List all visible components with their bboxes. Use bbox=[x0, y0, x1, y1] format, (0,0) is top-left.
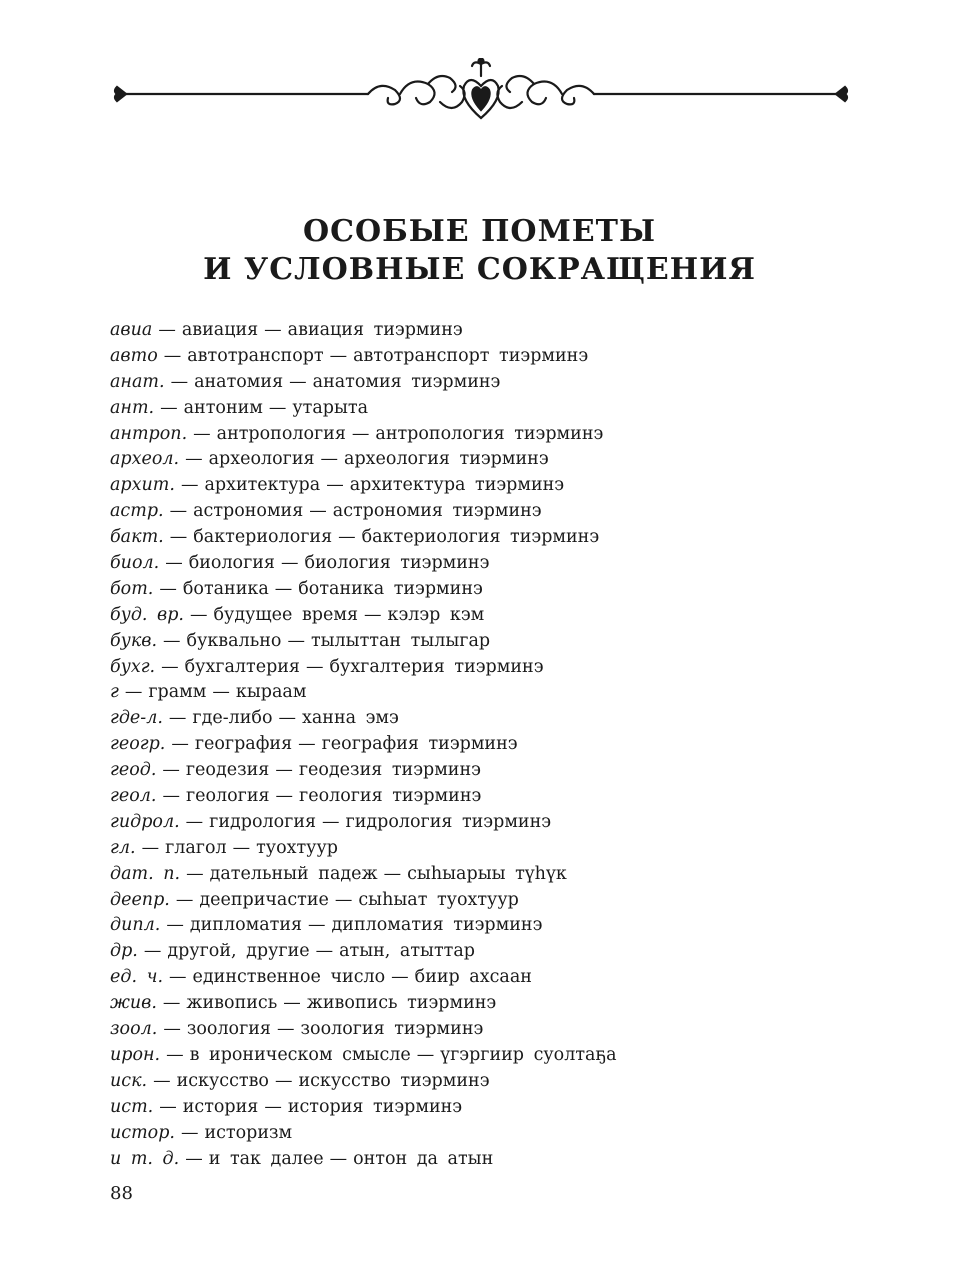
entry-dash: — bbox=[159, 578, 177, 599]
entry-dash: — bbox=[168, 708, 187, 729]
abbreviation-term: бакт. bbox=[110, 527, 164, 548]
sakha-meaning: геодезия тиэрминэ bbox=[298, 760, 481, 781]
entry-dash: — bbox=[308, 915, 326, 936]
russian-meaning: историзм bbox=[204, 1122, 293, 1143]
entry-dash: — bbox=[212, 682, 230, 703]
entry-dash: — bbox=[391, 967, 409, 988]
russian-meaning: авиация bbox=[181, 320, 259, 340]
abbreviation-entry bbox=[110, 499, 850, 525]
russian-meaning: бухгалтерия bbox=[184, 656, 300, 677]
entry-dash: — bbox=[338, 527, 356, 548]
sakha-meaning: живопись тиэрминэ bbox=[306, 993, 497, 1014]
abbreviation-entry bbox=[110, 370, 850, 396]
abbreviation-entry bbox=[110, 655, 850, 681]
sakha-meaning: сыһыат туохтуур bbox=[358, 889, 519, 910]
entry-dash: — bbox=[309, 501, 327, 522]
entry-dash: — bbox=[180, 1122, 199, 1143]
entry-dash: — bbox=[275, 786, 294, 807]
abbreviation-entry bbox=[110, 913, 850, 939]
entry-dash: — bbox=[162, 993, 181, 1014]
sakha-meaning: автотранспорт тиэрминэ bbox=[353, 345, 589, 366]
sakha-meaning: биология тиэрминэ bbox=[304, 553, 490, 574]
abbreviation-entry bbox=[110, 422, 850, 448]
sakha-meaning: кыраам bbox=[235, 682, 307, 703]
abbreviation-term: иск. bbox=[110, 1070, 148, 1091]
abbreviation-term: зоол. bbox=[110, 1019, 158, 1040]
sakha-meaning: авиация тиэрминэ bbox=[287, 320, 463, 340]
russian-meaning: история bbox=[182, 1096, 259, 1117]
entry-dash: — bbox=[162, 786, 180, 807]
abbreviation-entry bbox=[110, 318, 850, 344]
abbreviation-entry bbox=[110, 1121, 850, 1147]
abbreviation-term: г bbox=[110, 682, 119, 703]
abbreviation-term: биол. bbox=[110, 553, 160, 574]
russian-meaning: биология bbox=[188, 553, 275, 574]
entry-dash: — bbox=[185, 1148, 203, 1169]
abbreviation-term: бот. bbox=[110, 578, 154, 599]
abbreviation-term: ист. bbox=[110, 1096, 154, 1117]
abbreviation-entry bbox=[110, 629, 850, 655]
abbreviation-entry bbox=[110, 447, 850, 473]
abbreviation-entry bbox=[110, 344, 850, 370]
abbreviation-term: деепр. bbox=[110, 889, 170, 910]
page-title-line-1: ОСОБЫЕ ПОМЕТЫ bbox=[302, 214, 657, 249]
entry-dash: — bbox=[141, 837, 160, 858]
sakha-meaning: атын, атыттар bbox=[339, 941, 475, 962]
entry-dash: — bbox=[322, 811, 340, 832]
entry-dash: — bbox=[283, 993, 301, 1014]
sakha-meaning: бухгалтерия тиэрминэ bbox=[329, 656, 544, 677]
sakha-meaning: ханна эмэ bbox=[302, 708, 399, 729]
abbreviation-entry bbox=[110, 1043, 850, 1069]
entry-dash: — bbox=[190, 604, 208, 625]
entry-dash: — bbox=[416, 1044, 435, 1065]
russian-meaning: геодезия bbox=[185, 760, 270, 781]
russian-meaning: другой, другие bbox=[167, 941, 310, 962]
abbreviation-term: геол. bbox=[110, 786, 157, 807]
abbreviation-term: жив. bbox=[110, 993, 157, 1014]
russian-meaning: астрономия bbox=[193, 501, 304, 522]
entry-dash: — bbox=[326, 475, 344, 496]
russian-meaning: археология bbox=[208, 449, 315, 470]
entry-dash: — bbox=[166, 915, 184, 936]
abbreviation-entry bbox=[110, 551, 850, 577]
entry-dash: — bbox=[159, 1096, 177, 1117]
entry-dash: — bbox=[166, 1044, 184, 1065]
entry-dash: — bbox=[315, 941, 334, 962]
entry-dash: — bbox=[185, 811, 204, 832]
abbreviation-term: антроп. bbox=[110, 423, 188, 444]
russian-meaning: в ироническом смысле bbox=[189, 1044, 411, 1065]
russian-meaning: геология bbox=[185, 786, 270, 807]
abbreviation-term: букв. bbox=[110, 630, 158, 651]
abbreviation-term: архит. bbox=[110, 475, 175, 496]
entry-dash: — bbox=[298, 734, 316, 755]
entry-dash: — bbox=[276, 1019, 295, 1040]
entry-dash: — bbox=[163, 630, 181, 651]
abbreviation-term: бухг. bbox=[110, 656, 156, 677]
russian-meaning: грамм bbox=[148, 682, 207, 703]
abbreviation-term: авиа bbox=[110, 320, 153, 340]
abbreviation-entry bbox=[110, 706, 850, 732]
entry-dash: — bbox=[165, 553, 183, 574]
abbreviation-entry bbox=[110, 396, 850, 422]
abbreviation-entry bbox=[110, 577, 850, 603]
russian-meaning: живопись bbox=[186, 993, 278, 1014]
entry-dash: — bbox=[163, 345, 182, 366]
abbreviation-entry bbox=[110, 1095, 850, 1121]
abbreviation-entry bbox=[110, 1017, 850, 1043]
entry-dash: — bbox=[169, 501, 188, 522]
entry-dash: — bbox=[162, 760, 180, 781]
sakha-meaning: геология тиэрминэ bbox=[299, 786, 482, 807]
russian-meaning: бактериология bbox=[193, 527, 333, 548]
entry-dash: — bbox=[334, 889, 353, 910]
sakha-meaning: бактериология тиэрминэ bbox=[361, 527, 600, 548]
entry-dash: — bbox=[280, 553, 299, 574]
abbreviation-entry bbox=[110, 862, 850, 888]
abbreviation-entry bbox=[110, 603, 850, 629]
sakha-meaning: онтон да атын bbox=[353, 1148, 494, 1169]
entry-dash: — bbox=[305, 656, 324, 677]
entry-dash: — bbox=[364, 604, 382, 625]
sakha-meaning: тылыттан тылыгар bbox=[310, 630, 491, 651]
entry-dash: — bbox=[351, 423, 370, 444]
entry-dash: — bbox=[193, 423, 211, 444]
sakha-meaning: гидрология тиэрминэ bbox=[345, 811, 552, 832]
russian-meaning: архитектура bbox=[204, 475, 321, 496]
sakha-meaning: сыһыарыы түһүк bbox=[407, 863, 567, 884]
sakha-meaning: история тиэрминэ bbox=[287, 1096, 463, 1117]
abbreviation-term: где-л. bbox=[110, 708, 163, 729]
sakha-meaning: география тиэрминэ bbox=[321, 734, 518, 755]
abbreviation-entry bbox=[110, 525, 850, 551]
abbreviation-term: ирон. bbox=[110, 1044, 161, 1065]
entry-dash: — bbox=[161, 656, 179, 677]
abbreviation-entry bbox=[110, 758, 850, 784]
russian-meaning: дипломатия bbox=[189, 915, 303, 936]
entry-dash: — bbox=[268, 397, 287, 418]
russian-meaning: география bbox=[194, 734, 293, 755]
abbreviation-term: астр. bbox=[110, 501, 164, 522]
russian-meaning: где-либо bbox=[192, 708, 273, 729]
entry-dash: — bbox=[158, 320, 176, 340]
abbreviation-entry bbox=[110, 1147, 850, 1173]
entry-dash: — bbox=[274, 578, 293, 599]
abbreviation-term: дипл. bbox=[110, 915, 161, 936]
abbreviation-term: др. bbox=[110, 941, 138, 962]
page-title-line-2: И УСЛОВНЫЕ СОКРАЩЕНИЯ bbox=[203, 252, 756, 287]
entry-dash: — bbox=[278, 708, 296, 729]
entry-dash: — bbox=[175, 889, 194, 910]
entry-dash: — bbox=[143, 941, 162, 962]
abbreviation-term: археол. bbox=[110, 449, 180, 470]
entry-dash: — bbox=[163, 1019, 181, 1040]
entry-dash: — bbox=[186, 863, 204, 884]
sakha-meaning: антропология тиэрминэ bbox=[375, 423, 604, 444]
abbreviation-entry bbox=[110, 473, 850, 499]
russian-meaning: будущее время bbox=[213, 604, 359, 625]
abbreviation-term: дат. п. bbox=[110, 863, 181, 884]
russian-meaning: единственное число bbox=[192, 967, 386, 988]
abbreviation-entry bbox=[110, 732, 850, 758]
abbreviation-entry bbox=[110, 680, 850, 706]
russian-meaning: антропология bbox=[216, 423, 346, 444]
sakha-meaning: үгэргиир суолтаҕа bbox=[440, 1044, 617, 1065]
entry-dash: — bbox=[329, 1148, 348, 1169]
abbreviation-entry bbox=[110, 939, 850, 965]
abbreviation-term: и т. д. bbox=[110, 1148, 180, 1169]
russian-meaning: анатомия bbox=[194, 371, 284, 392]
entry-dash: — bbox=[274, 1070, 293, 1091]
entry-dash: — bbox=[180, 475, 199, 496]
russian-meaning: дательный падеж bbox=[209, 863, 378, 884]
abbreviation-term: буд. вр. bbox=[110, 604, 184, 625]
abbreviation-term: анат. bbox=[110, 371, 165, 392]
entry-dash: — bbox=[153, 1070, 171, 1091]
entry-dash: — bbox=[171, 734, 189, 755]
russian-meaning: ботаника bbox=[182, 578, 269, 599]
russian-meaning: гидрология bbox=[209, 811, 317, 832]
russian-meaning: зоология bbox=[186, 1019, 271, 1040]
russian-meaning: искусство bbox=[176, 1070, 269, 1091]
russian-meaning: автотранспорт bbox=[187, 345, 324, 366]
abbreviation-term: ант. bbox=[110, 397, 155, 418]
russian-meaning: деепричастие bbox=[199, 889, 329, 910]
abbreviation-term: ед. ч. bbox=[110, 967, 164, 988]
entry-dash: — bbox=[232, 837, 251, 858]
entry-dash: — bbox=[275, 760, 293, 781]
sakha-meaning: анатомия тиэрминэ bbox=[312, 371, 501, 392]
entry-dash: — bbox=[160, 397, 178, 418]
abbreviation-entry bbox=[110, 1069, 850, 1095]
entry-dash: — bbox=[170, 371, 189, 392]
sakha-meaning: зоология тиэрминэ bbox=[300, 1019, 484, 1040]
abbreviation-entry bbox=[110, 965, 850, 991]
entry-dash: — bbox=[264, 320, 282, 340]
abbreviation-entry bbox=[110, 991, 850, 1017]
sakha-meaning: археология тиэрминэ bbox=[344, 449, 549, 470]
entry-dash: — bbox=[287, 630, 305, 651]
abbreviation-term: гл. bbox=[110, 837, 136, 858]
entry-dash: — bbox=[289, 371, 307, 392]
entry-dash: — bbox=[169, 527, 188, 548]
sakha-meaning: утарыта bbox=[292, 397, 369, 418]
sakha-meaning: туохтуур bbox=[256, 837, 338, 858]
entry-dash: — bbox=[264, 1096, 282, 1117]
abbreviation-term: авто bbox=[110, 345, 158, 366]
abbreviation-entry bbox=[110, 836, 850, 862]
page-number: 88 bbox=[110, 1183, 133, 1204]
russian-meaning: глагол bbox=[165, 837, 227, 858]
russian-meaning: антоним bbox=[183, 397, 263, 418]
abbreviation-term: гидрол. bbox=[110, 811, 180, 832]
abbreviation-term: истор. bbox=[110, 1122, 175, 1143]
russian-meaning: буквально bbox=[186, 630, 282, 651]
sakha-meaning: астрономия тиэрминэ bbox=[332, 501, 542, 522]
sakha-meaning: дипломатия тиэрминэ bbox=[331, 915, 543, 936]
sakha-meaning: биир ахсаан bbox=[414, 967, 532, 988]
abbreviation-entry bbox=[110, 810, 850, 836]
abbreviation-entry bbox=[110, 784, 850, 810]
abbreviation-term: геогр. bbox=[110, 734, 166, 755]
abbreviation-entry bbox=[110, 888, 850, 914]
sakha-meaning: архитектура тиэрминэ bbox=[349, 475, 565, 496]
entry-dash: — bbox=[185, 449, 203, 470]
abbreviation-term: геод. bbox=[110, 760, 157, 781]
abbreviations-list bbox=[110, 318, 850, 1172]
sakha-meaning: искусство тиэрминэ bbox=[298, 1070, 490, 1091]
entry-dash: — bbox=[329, 345, 348, 366]
entry-dash: — bbox=[320, 449, 339, 470]
sakha-meaning: ботаника тиэрминэ bbox=[298, 578, 483, 599]
sakha-meaning: кэлэр кэм bbox=[387, 604, 485, 625]
entry-dash: — bbox=[169, 967, 187, 988]
decorative-scroll-ornament-icon bbox=[110, 58, 852, 128]
entry-dash: — bbox=[124, 682, 143, 703]
entry-dash: — bbox=[383, 863, 402, 884]
russian-meaning: и так далее bbox=[208, 1148, 324, 1169]
